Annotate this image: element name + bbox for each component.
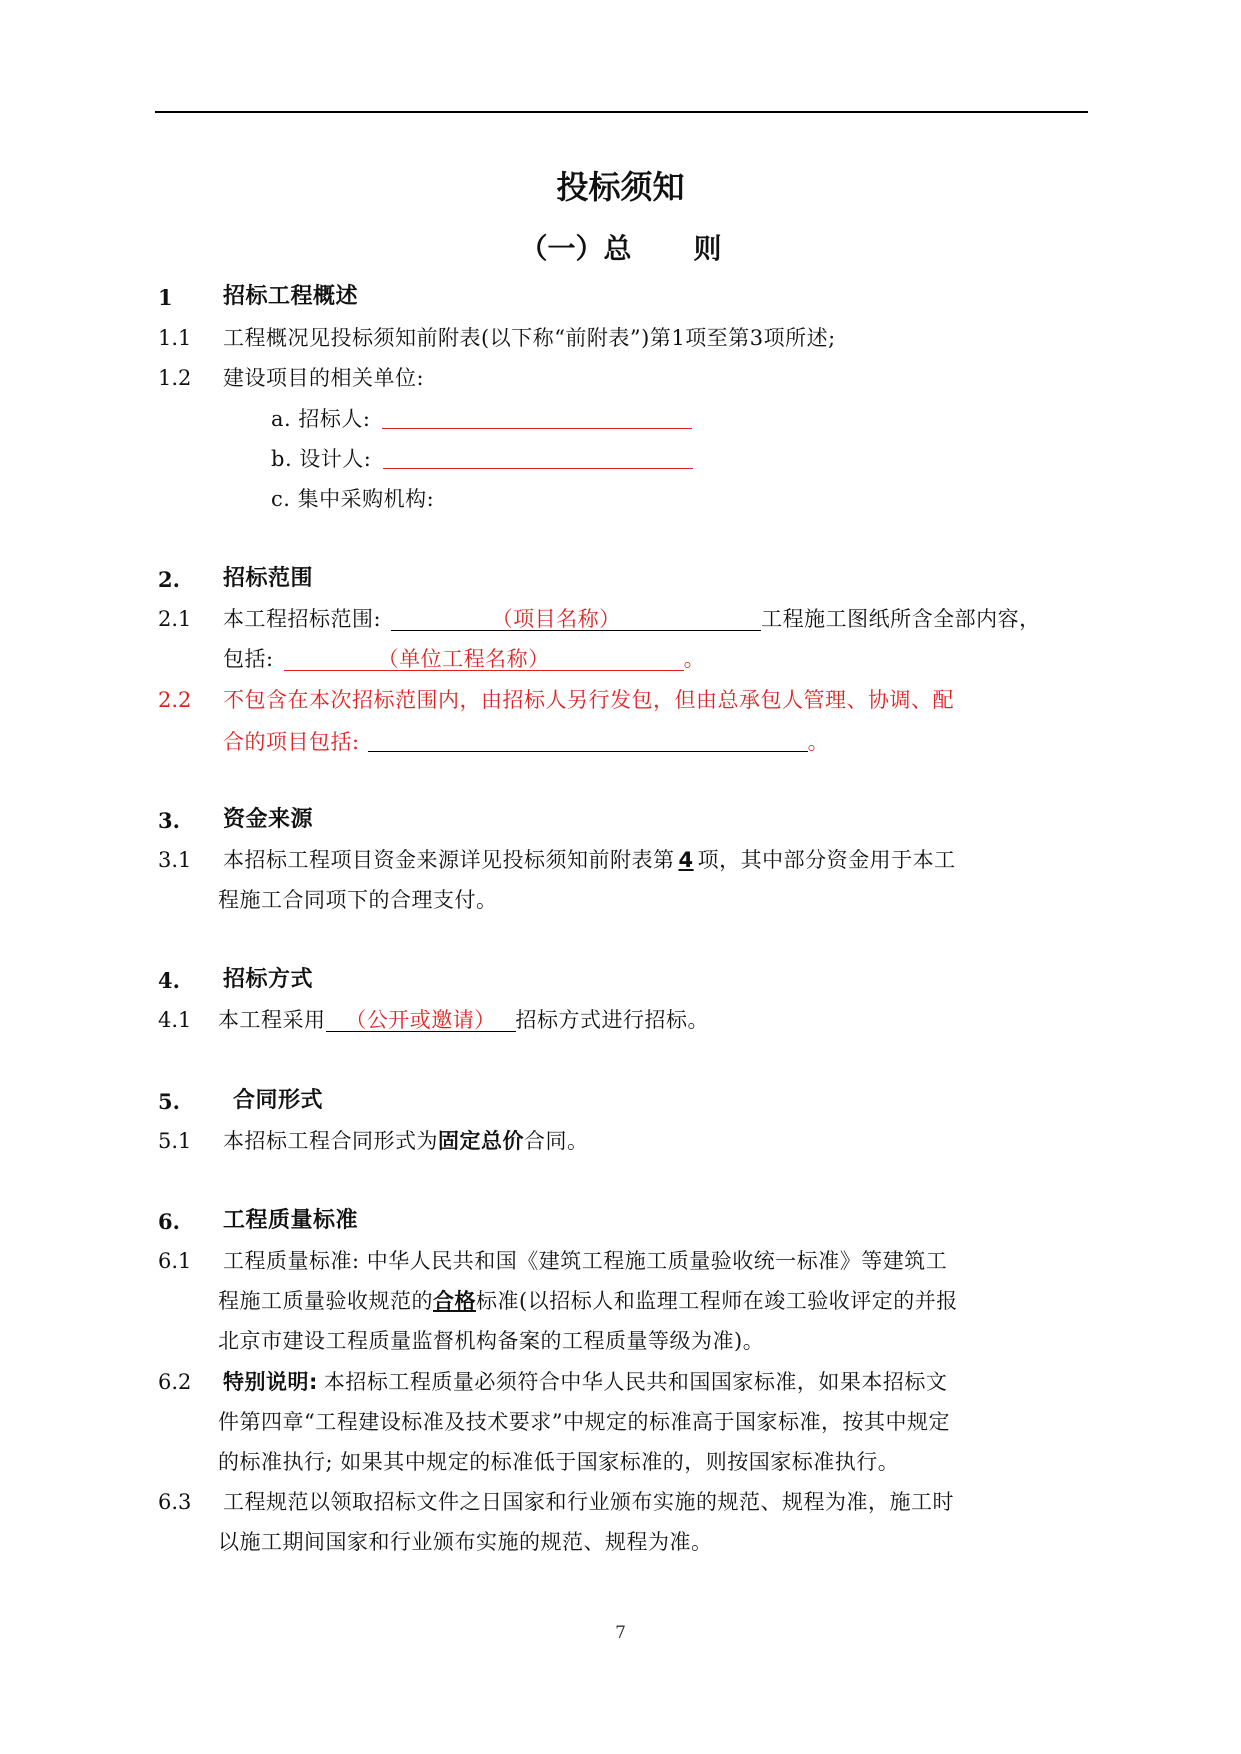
party-designer-label: b. 设计人: — [271, 447, 372, 471]
item-2-1-end: 。 — [683, 647, 706, 671]
other-items-blank[interactable] — [368, 731, 808, 752]
item-3-1-item-number: 4 — [678, 848, 694, 872]
contract-type: 固定总价 — [438, 1129, 524, 1153]
section-2-heading: 招标范围 — [223, 566, 314, 591]
item-6-1-line2-post: 标准(以招标人和监理工程师在竣工验收评定的并报 — [476, 1289, 958, 1313]
section-2-number: 2. — [158, 567, 180, 592]
page-number: 7 — [615, 1623, 626, 1643]
item-6-2-line2: 件第四章“工程建设标准及技术要求”中规定的标准高于国家标准，按其中规定 — [218, 1410, 950, 1434]
item-2-2-line1: 不包含在本次招标范围内，由招标人另行发包，但由总承包人管理、协调、配 — [223, 688, 954, 712]
item-4-1-line — [218, 1010, 709, 1032]
item-5-1-pre: 本招标工程合同形式为 — [223, 1129, 438, 1153]
special-note-label: 特别说明: — [223, 1370, 318, 1394]
subtitle-part2: 则 — [693, 232, 722, 265]
item-1-2-number: 1.2 — [158, 366, 192, 390]
section-3-heading: 资金来源 — [223, 807, 314, 832]
section-1-heading: 招标工程概述 — [223, 284, 359, 309]
item-2-1-line2 — [223, 649, 705, 671]
section-6-number: 6. — [158, 1209, 180, 1234]
item-6-1-line2 — [218, 1291, 958, 1312]
item-6-3-line2: 以施工期间国家和行业颁布实施的规范、规程为准。 — [218, 1530, 713, 1554]
section-subtitle — [0, 227, 1241, 267]
item-3-1-line2: 程施工合同项下的合理支付。 — [218, 888, 498, 912]
item-4-1-pre: 本工程采用 — [218, 1008, 326, 1032]
item-3-1-post: 项，其中部分资金用于本工 — [697, 848, 956, 872]
item-3-1-pre: 本招标工程项目资金来源详见投标须知前附表第 — [223, 848, 675, 872]
header-rule — [155, 111, 1088, 113]
tender-method-field[interactable]: （公开或邀请） — [326, 1010, 516, 1032]
party-designer-row — [271, 448, 693, 470]
item-2-1-number: 2.1 — [158, 607, 192, 631]
item-3-1-number: 3.1 — [158, 848, 192, 872]
item-6-1-line1: 工程质量标准: 中华人民共和国《建筑工程施工质量验收统一标准》等建筑工 — [223, 1249, 948, 1273]
item-5-1-post: 合同。 — [524, 1129, 589, 1153]
tenderer-blank[interactable] — [382, 408, 692, 429]
subtitle-part1: （一）总 — [519, 232, 632, 265]
item-6-1-number: 6.1 — [158, 1249, 192, 1273]
item-2-2-number: 2.2 — [158, 688, 192, 712]
project-name-field[interactable]: （项目名称） — [391, 609, 761, 631]
item-6-2-number: 6.2 — [158, 1370, 192, 1394]
item-3-1-line1 — [223, 850, 956, 871]
item-1-1-number: 1.1 — [158, 326, 192, 350]
party-procurement-label: c. 集中采购机构: — [271, 487, 435, 511]
item-6-3-line1: 工程规范以领取招标文件之日国家和行业颁布实施的规范、规程为准，施工时 — [223, 1490, 954, 1514]
item-2-1-line1 — [223, 609, 1041, 631]
item-5-1-number: 5.1 — [158, 1129, 192, 1153]
designer-blank[interactable] — [383, 448, 693, 469]
section-5-number: 5. — [158, 1089, 180, 1114]
item-2-2-line2-text: 合的项目包括: — [223, 730, 360, 754]
section-3-number: 3. — [158, 808, 180, 833]
item-6-1-line2-pre: 程施工质量验收规范的 — [218, 1289, 433, 1313]
document-title: 投标须知 — [556, 168, 685, 206]
party-tenderer-row — [271, 408, 692, 430]
quality-grade: 合格 — [433, 1289, 476, 1313]
section-1-number: 1 — [158, 285, 173, 310]
unit-project-name-field[interactable]: （单位工程名称） — [284, 649, 684, 671]
item-4-1-number: 4.1 — [158, 1008, 192, 1032]
item-1-1-text: 工程概况见投标须知前附表(以下称“前附表”)第1项至第3项所述; — [223, 326, 836, 350]
item-2-1-line2-pre: 包括: — [223, 647, 274, 671]
item-6-1-line3: 北京市建设工程质量监督机构备案的工程质量等级为准)。 — [218, 1329, 765, 1353]
item-1-2-text: 建设项目的相关单位: — [223, 366, 425, 390]
section-5-heading: 合同形式 — [233, 1088, 324, 1113]
item-2-2-line2 — [223, 731, 829, 753]
section-6-heading: 工程质量标准 — [223, 1208, 359, 1233]
item-2-1-post: 工程施工图纸所含全部内容， — [761, 607, 1041, 631]
section-4-number: 4. — [158, 968, 180, 993]
party-tenderer-label: a. 招标人: — [271, 407, 371, 431]
item-4-1-post: 招标方式进行招标。 — [515, 1008, 709, 1032]
item-6-2-line3: 的标准执行; 如果其中规定的标准低于国家标准的，则按国家标准执行。 — [218, 1450, 900, 1474]
item-6-3-number: 6.3 — [158, 1490, 192, 1514]
item-2-2-end: 。 — [807, 730, 830, 754]
section-4-heading: 招标方式 — [223, 967, 314, 992]
item-2-1-pre: 本工程招标范围: — [223, 607, 382, 631]
item-5-1-line — [223, 1131, 589, 1152]
item-6-2-line1 — [223, 1372, 947, 1393]
item-6-2-line1-text: 本招标工程质量必须符合中华人民共和国国家标准，如果本招标文 — [323, 1370, 948, 1394]
